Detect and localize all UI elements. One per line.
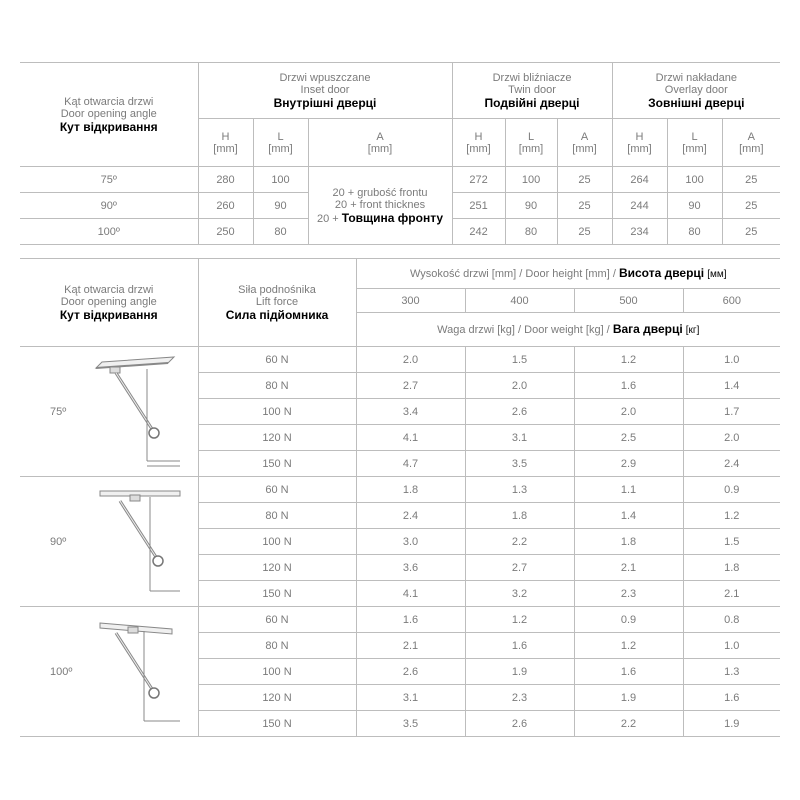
weight-cell: 4.1 (356, 581, 465, 607)
angle-header-cell (20, 63, 198, 167)
force-cell: 60 N (198, 347, 356, 373)
lift-mechanism-90-diagram (72, 483, 198, 599)
group-ua: Подвійні дверці (484, 95, 580, 110)
weight-cell: 1.6 (465, 633, 574, 659)
a-text-line: 20 + front thicknes (334, 198, 426, 211)
inset-h-cell: 250 (198, 219, 253, 245)
weight-cell: 1.6 (356, 607, 465, 633)
weight-cell: 4.1 (356, 425, 465, 451)
weight-header-unit: [кг] (685, 325, 700, 336)
force-cell: 100 N (198, 529, 356, 555)
force-cell: 150 N (198, 451, 356, 477)
force-cell: 100 N (198, 659, 356, 685)
a-text-prefix: 20 + (316, 212, 339, 225)
angle-header-cell (20, 259, 198, 347)
overlay-a-cell: 25 (722, 193, 780, 219)
weight-cell: 1.8 (574, 529, 683, 555)
angle-header-pl: Kąt otwarcia drzwi (64, 95, 154, 108)
col-l-header (667, 119, 722, 167)
weight-cell: 1.6 (683, 685, 780, 711)
lift-force-header-cell (198, 259, 356, 347)
weight-cell: 1.6 (574, 373, 683, 399)
force-cell: 80 N (198, 633, 356, 659)
weight-cell: 1.5 (683, 529, 780, 555)
angle-header-en: Door opening angle (60, 295, 157, 308)
col-l-header (253, 119, 308, 167)
group-pl: Drzwi bliźniacze (492, 71, 572, 84)
col-letter: H (221, 130, 230, 143)
weight-cell: 1.9 (683, 711, 780, 737)
group-pl: Drzwi nakładane (655, 71, 737, 84)
group-en: Inset door (300, 83, 350, 96)
overlay-h-cell: 264 (612, 167, 667, 193)
angle-header-ua: Кут відкривання (59, 307, 158, 322)
group-ua: Зовнішні дверці (648, 95, 745, 110)
weight-cell: 0.9 (574, 607, 683, 633)
force-cell: 100 N (198, 399, 356, 425)
col-letter: L (691, 130, 698, 143)
height-header-text: Wysokość drzwi [mm] / Door height [mm] / (410, 268, 616, 280)
force-cell: 120 N (198, 685, 356, 711)
weight-cell: 3.1 (465, 425, 574, 451)
angle-header-pl: Kąt otwarcia drzwi (64, 283, 154, 296)
weight-cell: 3.2 (465, 581, 574, 607)
weight-cell: 2.7 (465, 555, 574, 581)
weight-cell: 3.5 (465, 451, 574, 477)
group-en: Twin door (508, 83, 556, 96)
overlay-a-cell: 25 (722, 167, 780, 193)
weight-cell: 3.5 (356, 711, 465, 737)
door-height-header (356, 259, 780, 289)
col-a-header (722, 119, 780, 167)
weight-cell: 1.0 (683, 347, 780, 373)
height-600-header: 600 (683, 289, 780, 313)
weight-cell: 2.5 (574, 425, 683, 451)
weight-cell: 1.2 (574, 633, 683, 659)
angle-label: 90º (50, 535, 67, 548)
force-cell: 150 N (198, 711, 356, 737)
lift-header-en: Lift force (255, 295, 299, 308)
weight-cell: 1.0 (683, 633, 780, 659)
col-unit: [mm] (268, 142, 293, 155)
weight-cell: 1.9 (574, 685, 683, 711)
weight-cell: 2.2 (574, 711, 683, 737)
overlay-l-cell: 100 (667, 167, 722, 193)
weight-cell: 1.5 (465, 347, 574, 373)
col-unit: [mm] (572, 142, 597, 155)
weight-cell: 2.0 (465, 373, 574, 399)
weight-cell: 1.3 (465, 477, 574, 503)
overlay-h-cell: 244 (612, 193, 667, 219)
col-letter: A (580, 130, 589, 143)
twin-a-cell: 25 (557, 219, 612, 245)
angle-cell: 100º (20, 219, 198, 245)
col-unit: [mm] (739, 142, 764, 155)
angle-header-ua: Кут відкривання (59, 119, 158, 134)
group-header-twin (452, 63, 612, 119)
weight-cell: 2.1 (356, 633, 465, 659)
angle-label: 100º (50, 665, 73, 678)
weight-cell: 1.8 (465, 503, 574, 529)
twin-h-cell: 251 (452, 193, 505, 219)
col-a-header (557, 119, 612, 167)
col-unit: [mm] (682, 142, 707, 155)
col-letter: A (747, 130, 755, 143)
weight-cell: 1.8 (683, 555, 780, 581)
col-unit: [mm] (627, 142, 652, 155)
twin-a-cell: 25 (557, 193, 612, 219)
col-l-header (505, 119, 557, 167)
col-letter: L (277, 130, 284, 143)
lift-header-ua: Сила підйомника (225, 307, 329, 322)
height-500-header: 500 (574, 289, 683, 313)
twin-h-cell: 272 (452, 167, 505, 193)
group-header-inset (198, 63, 452, 119)
col-letter: L (527, 130, 535, 143)
weight-cell: 1.2 (465, 607, 574, 633)
weight-cell: 3.0 (356, 529, 465, 555)
twin-l-cell: 80 (505, 219, 557, 245)
angle-cell: 90º (20, 193, 198, 219)
weight-cell: 2.6 (465, 711, 574, 737)
weight-cell: 1.6 (574, 659, 683, 685)
twin-h-cell: 242 (452, 219, 505, 245)
weight-cell: 2.0 (574, 399, 683, 425)
weight-cell: 1.1 (574, 477, 683, 503)
angle-cell: 75º (20, 167, 198, 193)
weight-cell: 2.1 (574, 555, 683, 581)
angle-header-en: Door opening angle (60, 107, 157, 120)
weight-cell: 2.9 (574, 451, 683, 477)
a-text-line: 20 + grubość frontu (332, 186, 428, 199)
inset-l-cell: 80 (253, 219, 308, 245)
inset-l-cell: 90 (253, 193, 308, 219)
overlay-h-cell: 234 (612, 219, 667, 245)
twin-l-cell: 100 (505, 167, 557, 193)
lift-header-pl: Siła podnośnika (238, 283, 316, 296)
group-ua: Внутрішні дверці (273, 95, 377, 110)
table-row (20, 477, 780, 503)
weight-cell: 2.6 (356, 659, 465, 685)
col-unit: [mm] (518, 142, 544, 155)
weight-cell: 1.2 (574, 347, 683, 373)
col-a-header (308, 119, 452, 167)
weight-cell: 3.4 (356, 399, 465, 425)
force-cell: 60 N (198, 607, 356, 633)
weight-cell: 2.3 (465, 685, 574, 711)
dimensions-table (20, 62, 780, 245)
group-header-overlay (612, 63, 780, 119)
weight-header-text: Waga drzwi [kg] / Door weight [kg] / (437, 324, 610, 336)
weight-cell: 1.4 (683, 373, 780, 399)
height-400-header: 400 (465, 289, 574, 313)
inset-l-cell: 100 (253, 167, 308, 193)
col-unit: [mm] (213, 142, 238, 155)
col-unit: [mm] (466, 142, 491, 155)
twin-l-cell: 90 (505, 193, 557, 219)
angle-group-cell-100 (20, 607, 198, 737)
weight-cell: 1.4 (574, 503, 683, 529)
lift-mechanism-100-diagram (72, 613, 198, 729)
group-en: Overlay door (664, 83, 728, 96)
height-header-unit: [мм] (707, 269, 727, 280)
lift-force-table (20, 258, 780, 737)
weight-cell: 1.7 (683, 399, 780, 425)
twin-a-cell: 25 (557, 167, 612, 193)
weight-cell: 1.9 (465, 659, 574, 685)
weight-cell: 0.9 (683, 477, 780, 503)
weight-cell: 2.1 (683, 581, 780, 607)
weight-cell: 2.0 (683, 425, 780, 451)
inset-h-cell: 280 (198, 167, 253, 193)
weight-cell: 1.8 (356, 477, 465, 503)
weight-cell: 2.6 (465, 399, 574, 425)
overlay-l-cell: 90 (667, 193, 722, 219)
weight-cell: 4.7 (356, 451, 465, 477)
angle-group-cell-90 (20, 477, 198, 607)
weight-cell: 1.3 (683, 659, 780, 685)
weight-cell: 3.1 (356, 685, 465, 711)
height-header-ua: Висота дверці (618, 266, 705, 280)
col-h-header (612, 119, 667, 167)
lift-mechanism-75-diagram (72, 353, 198, 469)
weight-cell: 2.4 (683, 451, 780, 477)
force-cell: 120 N (198, 425, 356, 451)
overlay-l-cell: 80 (667, 219, 722, 245)
force-cell: 80 N (198, 373, 356, 399)
table-row (20, 607, 780, 633)
a-text-ua: Товщина фронту (341, 210, 444, 225)
col-h-header (198, 119, 253, 167)
weight-cell: 1.2 (683, 503, 780, 529)
angle-group-cell-75 (20, 347, 198, 477)
weight-cell: 0.8 (683, 607, 780, 633)
force-cell: 150 N (198, 581, 356, 607)
table-row (20, 347, 780, 373)
inset-a-cell (308, 167, 452, 245)
col-h-header (452, 119, 505, 167)
force-cell: 60 N (198, 477, 356, 503)
inset-h-cell: 260 (198, 193, 253, 219)
weight-cell: 2.0 (356, 347, 465, 373)
door-weight-header (356, 313, 780, 347)
col-unit: [mm] (367, 142, 393, 155)
overlay-a-cell: 25 (722, 219, 780, 245)
col-letter: H (635, 130, 644, 143)
weight-cell: 2.3 (574, 581, 683, 607)
weight-cell: 2.7 (356, 373, 465, 399)
weight-cell: 2.2 (465, 529, 574, 555)
weight-header-ua: Вага дверці (612, 322, 683, 336)
weight-cell: 3.6 (356, 555, 465, 581)
weight-cell: 2.4 (356, 503, 465, 529)
col-letter: A (376, 130, 384, 143)
a-text-line-3 (317, 211, 443, 225)
group-pl: Drzwi wpuszczane (279, 71, 371, 84)
height-300-header: 300 (356, 289, 465, 313)
force-cell: 120 N (198, 555, 356, 581)
table-row (20, 167, 780, 193)
force-cell: 80 N (198, 503, 356, 529)
angle-label: 75º (50, 405, 67, 418)
col-letter: H (474, 130, 483, 143)
